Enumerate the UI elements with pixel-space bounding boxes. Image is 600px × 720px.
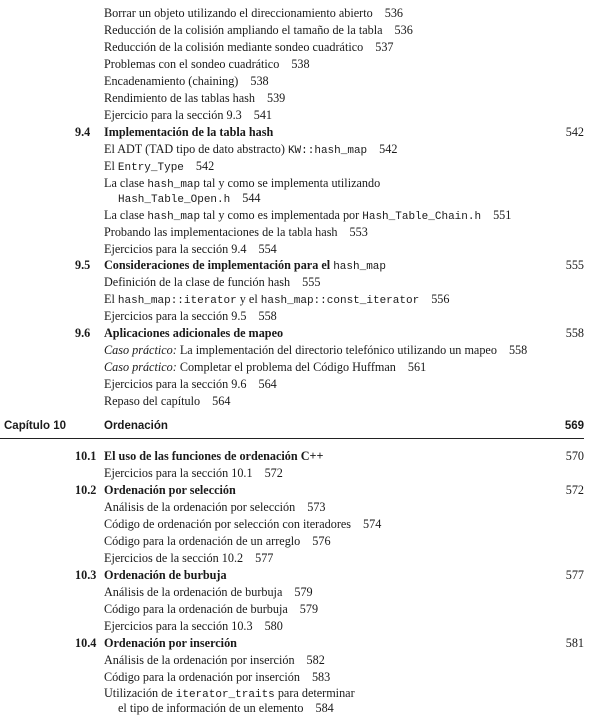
toc-entry: Ejercicios para la sección 10.1 572 [104,466,283,480]
toc-entry-continuation: el tipo de información de un elemento 584 [118,701,334,715]
section-title: Ordenación por selección [104,483,236,497]
section-title: Consideraciones de implementación para el hash_map [104,258,386,273]
toc-entry: Análisis de la ordenación por inserción 582 [104,653,325,667]
chapter-rule [0,438,584,439]
toc-entry: Análisis de la ordenación de burbuja 579 [104,585,313,599]
toc-entry: Código para la ordenación de burbuja 579 [104,602,319,616]
section-number: 10.2 [75,483,97,497]
section-title: El uso de las funciones de ordenación C++ [104,449,324,463]
toc-entry: Código para la ordenación por inserción 583 [104,670,331,684]
toc-entry: Utilización de iterator_traits para determinar [104,686,355,701]
toc-entry: La clase hash_map tal y como es implementada por Hash_Table_Chain.h 551 [104,208,512,223]
toc-entry: Ejercicios para la sección 9.6 564 [104,377,277,391]
section-page: 572 [565,483,584,497]
toc-entry: Reducción de la colisión mediante sondeo cuadrático 537 [104,40,394,54]
toc-entry: El Entry_Type 542 [104,159,215,174]
section-number: 10.4 [75,636,97,650]
section-title: Implementación de la tabla hash [104,125,274,139]
section-page: 581 [565,636,584,650]
toc-entry: Encadenamiento (chaining) 538 [104,74,269,88]
toc-entry: Rendimiento de las tablas hash 539 [104,91,286,105]
chapter-label: Capítulo 10 [4,420,66,432]
toc-entry: Código de ordenación por selección con iteradores 574 [104,517,382,531]
chapter-page: 569 [564,420,584,432]
toc-entry: Código para la ordenación de un arreglo 576 [104,534,331,548]
toc-entry: El ADT (TAD tipo de dato abstracto) KW::hash_map 542 [104,142,398,157]
toc-entry: Ejercicios de la sección 10.2 577 [104,551,274,565]
chapter-heading [0,418,584,436]
toc-entry: Reducción de la colisión ampliando el tamaño de la tabla 536 [104,23,413,37]
section-title: Ordenación por inserción [104,636,237,650]
toc-entry: El hash_map::iterator y el hash_map::const_iterator 556 [104,292,450,307]
section-page: 570 [565,449,584,463]
section-title: Aplicaciones adicionales de mapeo [104,326,284,340]
section-page: 577 [565,568,584,582]
toc-entry: Caso práctico: Completar el problema del Código Huffman 561 [104,360,427,374]
section-number: 9.4 [75,125,91,139]
section-page: 558 [565,326,584,340]
section-number: 10.1 [75,449,97,463]
toc-entry: Análisis de la ordenación por selección 573 [104,500,326,514]
toc-entry: Caso práctico: La implementación del directorio telefónico utilizando un mapeo 558 [104,343,528,357]
chapter-title: Ordenación [104,420,168,432]
toc-entry: Probando las implementaciones de la tabla hash 553 [104,225,368,239]
toc-entry: Ejercicios para la sección 9.5 558 [104,309,277,323]
toc-entry: Ejercicio para la sección 9.3 541 [104,108,272,122]
section-number: 9.5 [75,258,91,272]
toc-entry: Borrar un objeto utilizando el direccionamiento abierto 536 [104,6,403,20]
toc-entry: Ejercicios para la sección 10.3 580 [104,619,283,633]
toc-entry: La clase hash_map tal y como se implementa utilizando [104,176,381,191]
toc-entry: Problemas con el sondeo cuadrático 538 [104,57,310,71]
toc-entry: Ejercicios para la sección 9.4 554 [104,242,277,256]
toc-entry: Repaso del capítulo 564 [104,394,231,408]
section-title: Ordenación de burbuja [104,568,227,582]
toc-entry: Definición de la clase de función hash 555 [104,275,321,289]
toc-entry-continuation: Hash_Table_Open.h 544 [118,191,261,206]
section-number: 9.6 [75,326,91,340]
section-page: 542 [565,125,584,139]
section-number: 10.3 [75,568,97,582]
section-page: 555 [565,258,584,272]
